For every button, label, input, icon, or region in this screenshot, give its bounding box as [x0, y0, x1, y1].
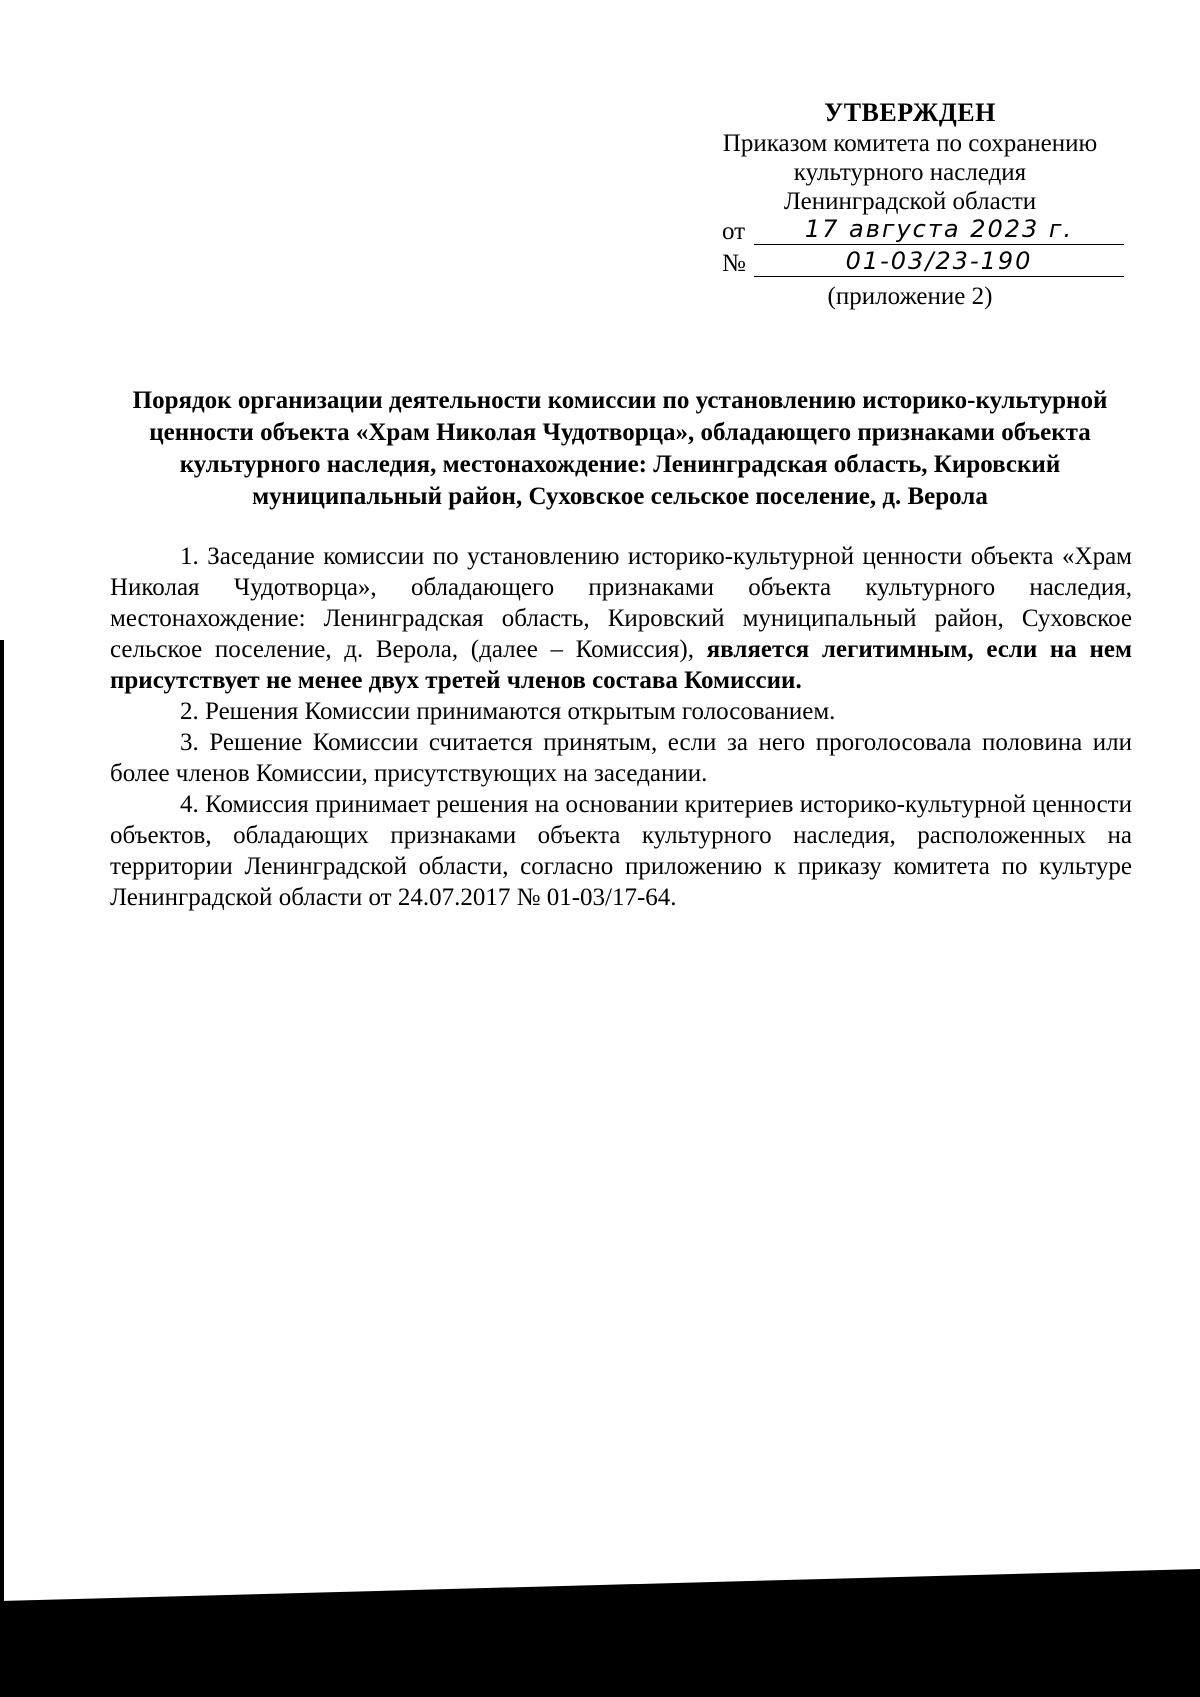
approval-stamp-block: [680, 98, 1140, 311]
approval-heading: УТВЕРЖДЕН: [824, 98, 996, 127]
document-title: Порядок организации деятельности комиссии по установлению историко-культурной ценности объекта «Храм Николая Чудотворца», обладающего признаками объекта культурного наследия, местонахождение: Ленинградская область, Кировский муниципальный район, Суховское сельское поселение, д. Верола: [132, 387, 1108, 510]
paragraph-1-bold: является легитимным, если на нем присутствует не менее двух третей членов состава Комиссии.: [110, 636, 1133, 694]
number-underline: [754, 276, 1124, 277]
handwritten-number: 01-03/23-190: [845, 247, 1033, 275]
paragraph-3: 3. Решение Комиссии считается принятым, если за него проголосовала половина или более членов Комиссии, присутствующих на заседании.: [110, 729, 1132, 787]
date-underline: [754, 244, 1124, 245]
approval-date-row: [722, 216, 1140, 248]
approval-line-1: Приказом комитета по сохранению: [722, 130, 1098, 157]
paragraph-2: 2. Решения Комиссии принимаются открытым голосованием.: [180, 698, 836, 725]
handwritten-date: 17 августа 2023 г.: [804, 215, 1074, 243]
annex-note: (приложение 2): [827, 283, 993, 310]
number-label: №: [722, 250, 746, 277]
approval-line-2: культурного наследия: [793, 159, 1027, 186]
date-label: от: [722, 218, 746, 245]
paragraph-4: 4. Комиссия принимает решения на основании критериев историко-культурной ценности объектов, обладающих признаками объекта культурного наследия, расположенных на территории Ленинградской области, согласно приложению к приказу комитета по культуре Ленинградской области от 24.07.2017 № 01-03/17-64.: [110, 791, 1132, 911]
document-body: [110, 541, 1132, 913]
paragraph-1-text: 1. Заседание комиссии по установлению историко-культурной ценности объекта «Храм Николая Чудотворца», обладающего признаками объекта культурного наследия, местонахождение: Ленинградская область, Кировский муниципальный район, Суховское сельское поселение, д. Верола, (далее – Комиссия),: [110, 543, 1132, 663]
approval-line-3: Ленинградской области: [783, 188, 1037, 215]
scan-edge-left: [0, 640, 4, 1697]
paragraph-1: [110, 541, 1132, 696]
approval-number-row: [722, 248, 1140, 280]
